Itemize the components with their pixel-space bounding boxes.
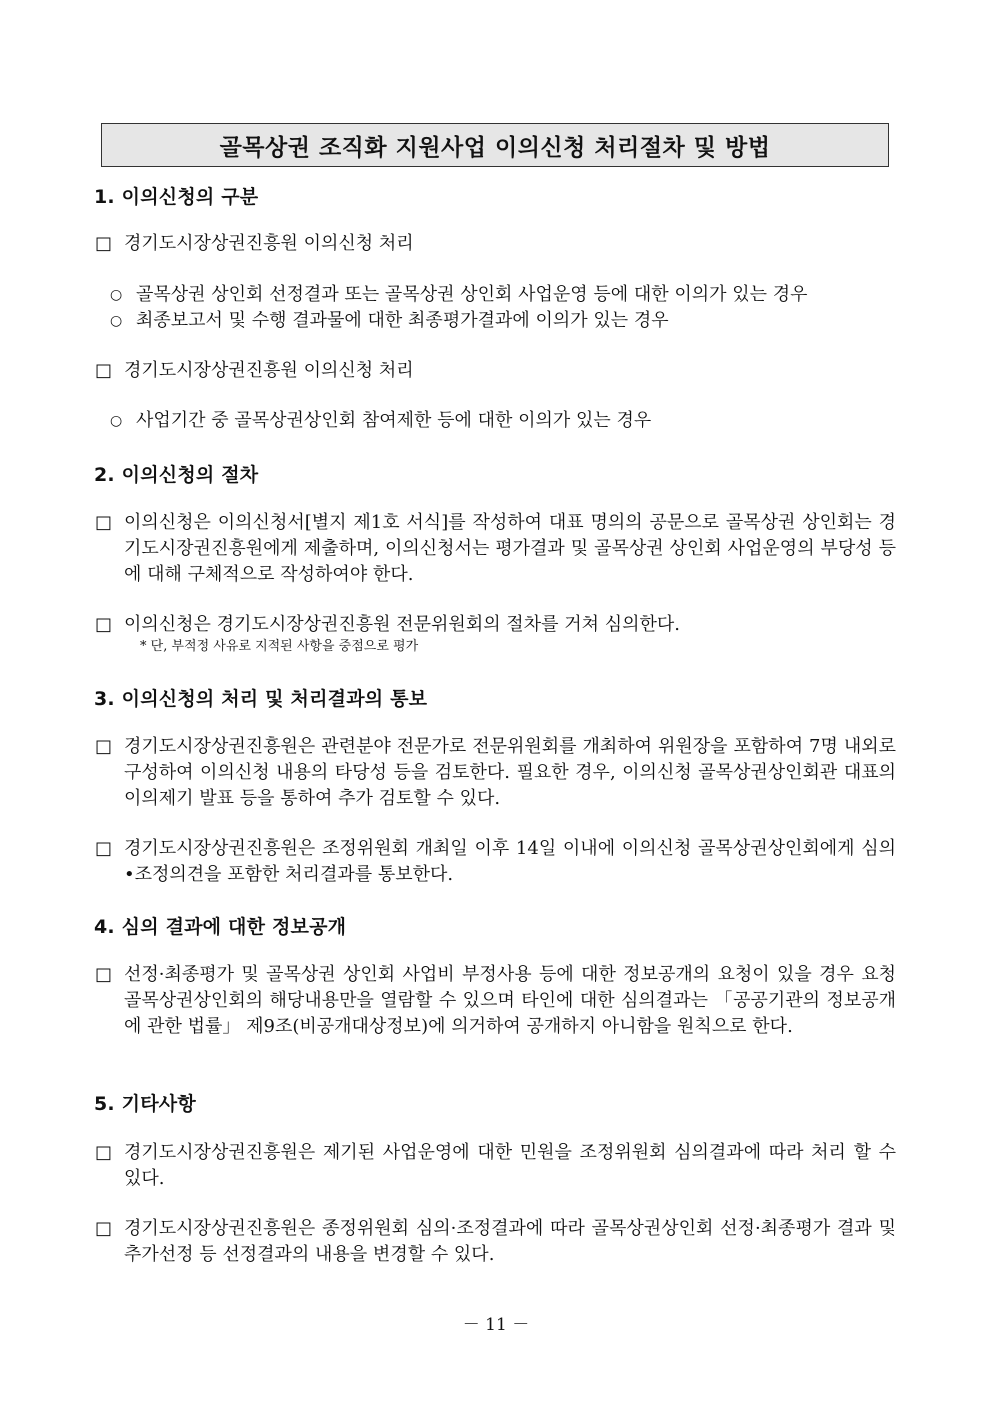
item-text: 이의신청은 경기도시장상권진흥원 전문위원회의 절차를 거쳐 심의한다.	[124, 614, 680, 635]
checkbox-icon: □	[95, 360, 113, 381]
bullet-circle-icon: ○	[110, 413, 123, 429]
checkbox-icon: □	[95, 614, 113, 635]
checkbox-icon: □	[95, 233, 113, 254]
item-paragraph: 경기도시장상권진흥원은 제기된 사업운영에 대한 민원을 조정위원회 심의결과에 따라 처리 할 수 있다.	[124, 1142, 896, 1189]
checkbox-icon: □	[95, 1142, 113, 1163]
item-paragraph: 선정·최종평가 및 골목상권 상인회 사업비 부정사용 등에 대한 정보공개의 요청이 있을 경우 요청 골목상권상인회의 해당내용만을 열람할 수 있으며 타인에 대한 심의결과는 「공공기관의 정보공개에 관한 법률」 제9조(비공개대상정보)에 의거하여 공개하지 아니함을 원칙으로 한다.	[124, 964, 896, 1037]
item-paragraph: 경기도시장상권진흥원은 종정위원회 심의·조정결과에 따라 골목상권상인회 선정·최종평가 결과 및 추가선정 등 선정결과의 내용을 변경할 수 있다.	[124, 1218, 896, 1265]
page-number: － 11 －	[462, 1315, 530, 1335]
section-heading: 3. 이의신청의 처리 및 처리결과의 통보	[94, 688, 428, 710]
bullet-circle-icon: ○	[110, 287, 123, 303]
checkbox-icon: □	[95, 1218, 113, 1239]
item-paragraph: 경기도시장상권진흥원은 관련분야 전문가로 전문위원회를 개최하여 위원장을 포함하여 7명 내외로 구성하여 이의신청 내용의 타당성 등을 검토한다. 필요한 경우, 이의신청 골목상권상인회관 대표의 이의제기 발표 등을 통하여 추가 검토할 수 있다.	[124, 736, 896, 809]
checkbox-icon: □	[95, 838, 113, 859]
item-text: 경기도시장상권진흥원 이의신청 처리	[124, 233, 414, 254]
bullet-text: 골목상권 상인회 선정결과 또는 골목상권 상인회 사업운영 등에 대한 이의가 있는 경우	[136, 284, 808, 305]
section-heading: 2. 이의신청의 절차	[94, 464, 259, 486]
checkbox-icon: □	[95, 964, 113, 985]
item-paragraph: 이의신청은 이의신청서[별지 제1호 서식]를 작성하여 대표 명의의 공문으로 골목상권 상인회는 경기도시장권진흥원에게 제출하며, 이의신청서는 평가결과 및 골목상권 상인회 사업운영의 부당성 등에 대해 구체적으로 작성하여야 한다.	[124, 512, 896, 585]
page-title: 골목상권 조직화 지원사업 이의신청 처리절차 및 방법	[101, 123, 889, 167]
bullet-circle-icon: ○	[110, 313, 123, 329]
item-paragraph: 경기도시장상권진흥원은 조정위원회 개최일 이후 14일 이내에 이의신청 골목상권상인회에게 심의•조정의견을 포함한 처리결과를 통보한다.	[124, 838, 896, 885]
section-heading: 4. 심의 결과에 대한 정보공개	[94, 916, 347, 938]
section-heading: 5. 기타사항	[94, 1093, 196, 1115]
footnote: * 단, 부적정 사유로 지적된 사항을 중점으로 평가	[140, 639, 419, 654]
bullet-text: 사업기간 중 골목상권상인회 참여제한 등에 대한 이의가 있는 경우	[136, 410, 652, 431]
section-heading: 1. 이의신청의 구분	[94, 186, 259, 208]
checkbox-icon: □	[95, 512, 113, 533]
checkbox-icon: □	[95, 736, 113, 757]
item-text: 경기도시장상권진흥원 이의신청 처리	[124, 360, 414, 381]
bullet-text: 최종보고서 및 수행 결과물에 대한 최종평가결과에 이의가 있는 경우	[136, 310, 669, 331]
